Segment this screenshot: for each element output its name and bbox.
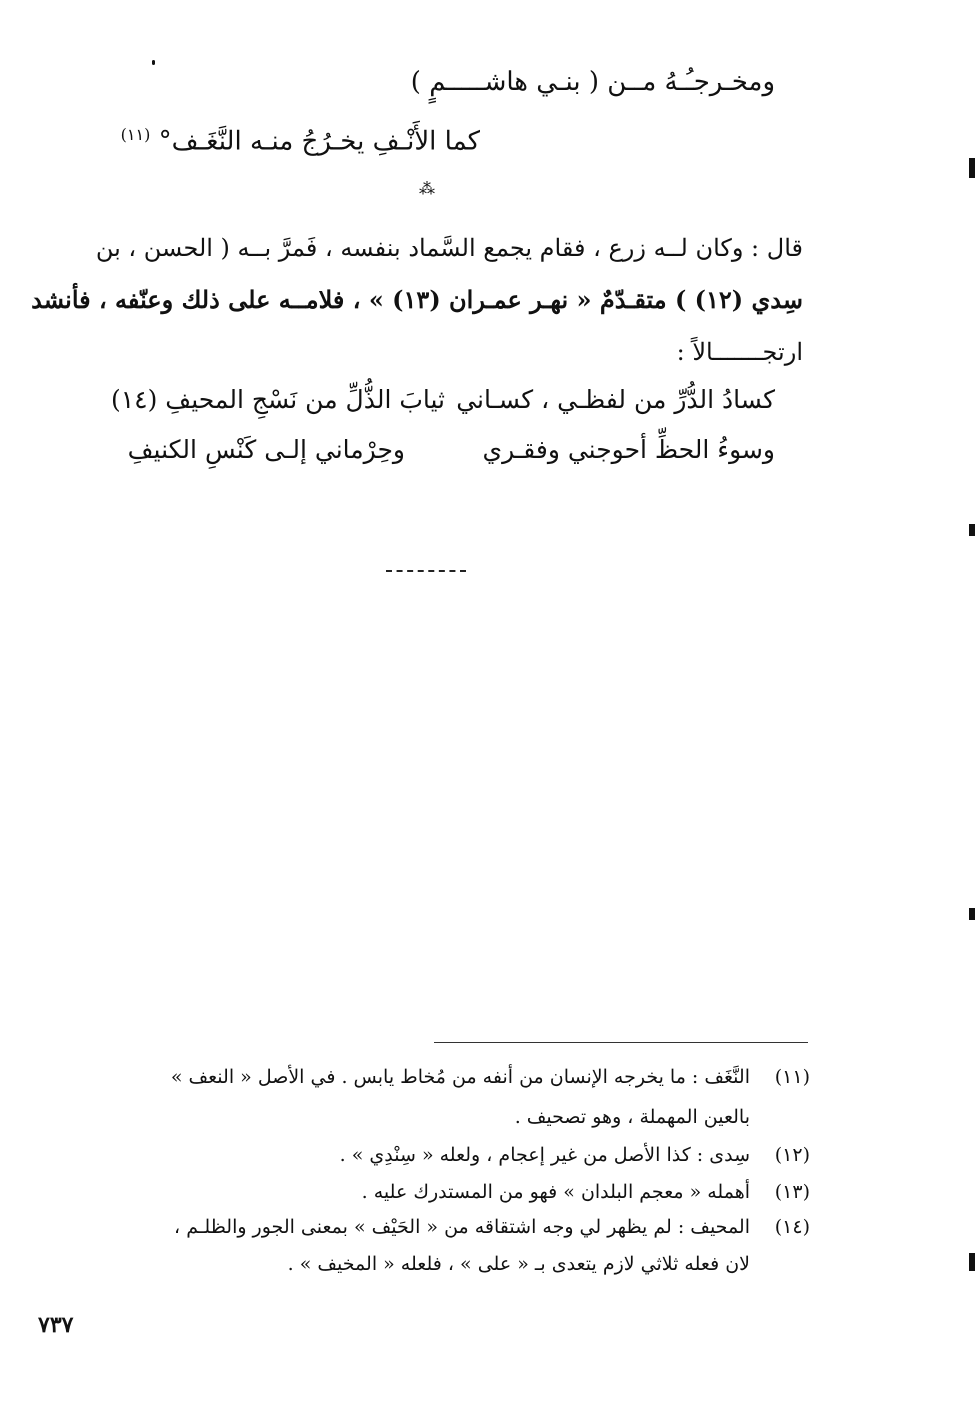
- footnote-text: أهمله « معجم البلدان » فهو من المستدرك عليه .: [361, 1181, 750, 1203]
- footnote-number: (١٣): [774, 1181, 810, 1203]
- verse-2-first-hemistich: وسوءُ الحظِّ أحوجني وفقـري: [482, 435, 775, 464]
- footnote-number: (١١): [774, 1066, 810, 1088]
- margin-mark: [969, 908, 975, 920]
- footnote-text: بالعين المهملة ، وهو تصحيف .: [514, 1106, 750, 1128]
- poem-line-2: [121, 115, 480, 162]
- margin-mark: [969, 524, 975, 536]
- prose-line-2: سِدي (١٢) ) متقـدّمٌ « نهـر عمـران (١٣) » ، فلامــه على ذلك وعنّفه ، فأنشد: [31, 285, 803, 314]
- poem-line-2-text: كما الأَنْـفِ يخـرُجُ منـه النَّغَـف°: [158, 126, 480, 157]
- prose-line-1: قال : وكان لــه زرع ، فقام يجمع السَّماد بنفسه ، فَمرَّ بــه ( الحسن ، بن: [95, 234, 803, 262]
- verse-2-second-hemistich: وحِرْماني إلـى كَنْسِ الكنيفِ: [127, 435, 405, 464]
- footnote-text: سِدى : كذا الأصل من غير إعجام ، ولعله « سِنْدِي » .: [339, 1144, 750, 1166]
- footnote-text: النَّغَف : ما يخرجه الإنسان من أنفه من مُخاط يابس . في الأصل « النعف »: [170, 1066, 750, 1088]
- verse-1-second-hemistich: ثيابَ الذُّلِّ من نَسْجِ المحيفِ (١٤): [110, 385, 445, 414]
- section-separator-stars: ⁂: [419, 179, 435, 198]
- section-end-divider: [386, 570, 466, 572]
- margin-mark: [969, 1253, 975, 1271]
- verse-1-first-hemistich: كسادُ الدُّرِّ من لفظـي ، كسـاني: [456, 385, 775, 414]
- footnote-number: (١٤): [774, 1216, 810, 1238]
- footnote-ref-11: (١١): [120, 125, 151, 144]
- footnote-text: المحيف : لم يظهر لي وجه اشتقاقه من « الحَيْف » بمعنى الجور والظلـم ،: [174, 1216, 750, 1238]
- ink-speck: [152, 60, 155, 65]
- margin-mark: [969, 158, 975, 178]
- footnotes-divider: [434, 1042, 808, 1043]
- footnote-text: لان فعله ثلاثي لازم يتعدى بـ « على » ، فلعله « المخيف » .: [287, 1253, 750, 1275]
- footnote-number: (١٢): [774, 1144, 810, 1166]
- page-number: ٧٣٧: [38, 1312, 74, 1338]
- poem-line-1: ومخـرجـُـهُ مــن ( بنـي هاشـــــمٍ ): [410, 67, 775, 97]
- prose-line-3: ارتجـــــــالاً :: [676, 338, 803, 366]
